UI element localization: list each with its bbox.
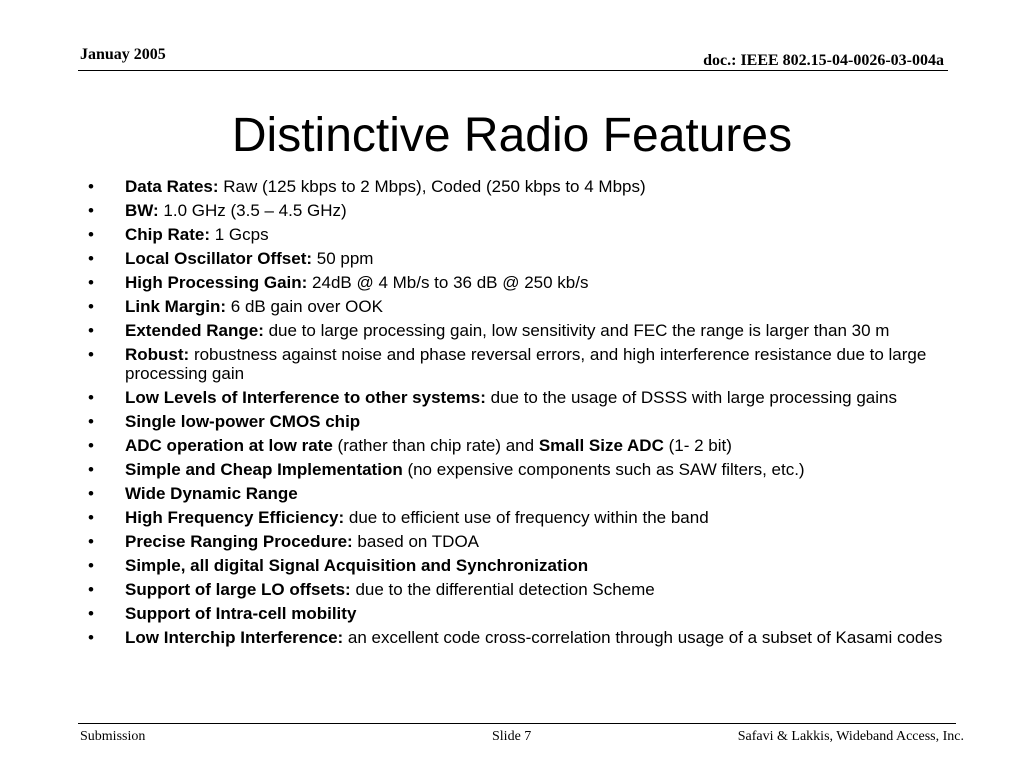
bullet-text: 1 Gcps [210, 225, 269, 244]
bullet-item [88, 345, 978, 383]
bullet-label: Simple, all digital Signal Acquisition and Synchronization [125, 556, 589, 575]
bullet-label: ADC operation at low rate [125, 436, 333, 455]
bullet-mark: • [88, 412, 94, 431]
footer-authors: Safavi & Lakkis, Wideband Access, Inc. [737, 729, 964, 744]
header-rule [78, 70, 948, 71]
bullet-mark: • [88, 484, 94, 503]
header-doc-id: doc.: IEEE 802.15-04-0026-03-004a [703, 52, 944, 69]
bullet-label: Link Margin: [125, 297, 227, 316]
bullet-mark: • [88, 388, 94, 407]
bullet-mark: • [88, 177, 94, 196]
bullet-label: Support of Intra-cell mobility [125, 604, 357, 623]
bullet-item [88, 484, 978, 503]
bullet-text: (rather than chip rate) and [332, 436, 539, 455]
footer-submission: Submission [80, 729, 146, 744]
bullet-label: Support of large LO offsets: [125, 580, 351, 599]
bullet-mark: • [88, 321, 94, 340]
bullet-text: due to efficient use of frequency within the band [344, 508, 709, 527]
bullet-label: BW: [125, 201, 159, 220]
bullet-label: Single low-power CMOS chip [125, 412, 361, 431]
bullet-text-secondary: (1- 2 bit) [663, 436, 732, 455]
bullet-item [88, 225, 978, 244]
bullet-text: 24dB @ 4 Mb/s to 36 dB @ 250 kb/s [307, 273, 589, 292]
bullet-label: Local Oscillator Offset: [125, 249, 313, 268]
bullet-text: (no expensive components such as SAW filters, etc.) [402, 460, 805, 479]
bullet-mark: • [88, 249, 94, 268]
bullet-item [88, 460, 978, 479]
bullet-mark: • [88, 628, 94, 647]
slide-title: Distinctive Radio Features [231, 109, 793, 162]
header-date: Januay 2005 [80, 46, 166, 63]
bullet-list [88, 177, 978, 652]
bullet-item [88, 604, 978, 623]
bullet-label: Low Levels of Interference to other systems: [125, 388, 486, 407]
bullet-mark: • [88, 604, 94, 623]
bullet-item [88, 177, 978, 196]
bullet-mark: • [88, 225, 94, 244]
bullet-text: 6 dB gain over OOK [226, 297, 383, 316]
bullet-item [88, 628, 978, 647]
bullet-label: Data Rates: [125, 177, 219, 196]
bullet-mark: • [88, 201, 94, 220]
bullet-item [88, 321, 978, 340]
bullet-item [88, 532, 978, 551]
bullet-mark: • [88, 580, 94, 599]
bullet-text: 50 ppm [312, 249, 374, 268]
bullet-mark: • [88, 508, 94, 527]
bullet-item [88, 388, 978, 407]
bullet-text: Raw (125 kbps to 2 Mbps), Coded (250 kbps to 4 Mbps) [218, 177, 646, 196]
bullet-label: High Frequency Efficiency: [125, 508, 345, 527]
bullet-item [88, 201, 978, 220]
bullet-item [88, 412, 978, 431]
bullet-label: Simple and Cheap Implementation [125, 460, 403, 479]
bullet-label: Low Interchip Interference: [125, 628, 344, 647]
bullet-item [88, 249, 978, 268]
bullet-mark: • [88, 532, 94, 551]
bullet-item [88, 436, 978, 455]
bullet-text: due to the usage of DSSS with large processing gains [485, 388, 897, 407]
footer-slide-number: Slide 7 [492, 729, 532, 744]
bullet-text: based on TDOA [352, 532, 480, 551]
bullet-mark: • [88, 345, 94, 364]
bullet-label: Chip Rate: [125, 225, 210, 244]
bullet-mark: • [88, 436, 94, 455]
bullet-item [88, 556, 978, 575]
bullet-label: Robust: [125, 345, 190, 364]
bullet-item [88, 297, 978, 316]
bullet-mark: • [88, 297, 94, 316]
bullet-item [88, 273, 978, 292]
bullet-label-secondary: Small Size ADC [538, 436, 664, 455]
bullet-text: due to the differential detection Scheme [350, 580, 655, 599]
bullet-text: 1.0 GHz (3.5 – 4.5 GHz) [158, 201, 347, 220]
bullet-label: Extended Range: [125, 321, 264, 340]
bullet-item [88, 508, 978, 527]
bullet-mark: • [88, 556, 94, 575]
bullet-text: due to large processing gain, low sensitivity and FEC the range is larger than 30 m [263, 321, 890, 340]
bullet-text: robustness against noise and phase reversal errors, and high interference resistance due to large processing gain [125, 345, 927, 383]
bullet-item [88, 580, 978, 599]
bullet-label: Wide Dynamic Range [125, 484, 298, 503]
bullet-mark: • [88, 273, 94, 292]
bullet-text: an excellent code cross-correlation through usage of a subset of Kasami codes [343, 628, 943, 647]
bullet-label: High Processing Gain: [125, 273, 308, 292]
bullet-label: Precise Ranging Procedure: [125, 532, 353, 551]
bullet-mark: • [88, 460, 94, 479]
footer-rule [78, 723, 956, 724]
